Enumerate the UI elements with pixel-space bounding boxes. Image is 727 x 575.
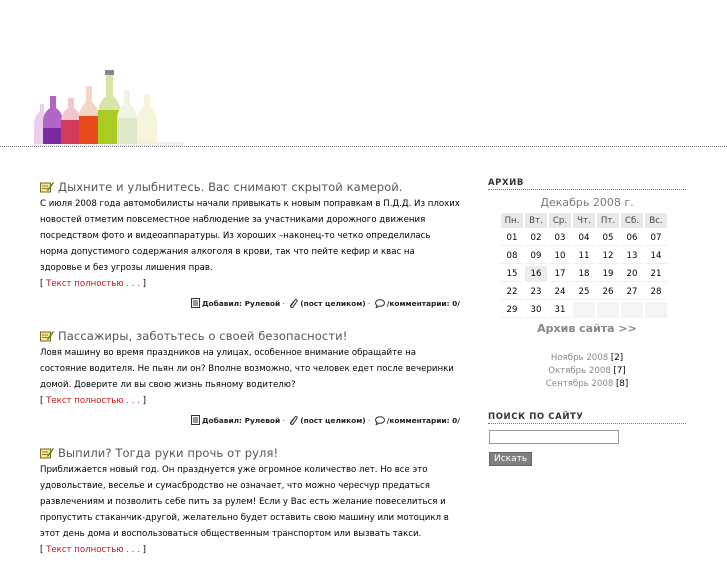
calendar-day[interactable]: 23 — [525, 284, 547, 300]
calendar-day[interactable]: 13 — [621, 248, 643, 264]
full-post-link[interactable]: (пост целиком) — [300, 416, 366, 425]
calendar-day[interactable]: 30 — [525, 302, 547, 318]
search-heading: ПОИСК ПО САЙТУ — [488, 412, 686, 424]
calendar-day[interactable]: 28 — [645, 284, 667, 300]
post-body: С июля 2008 года автомобилисты начали привыкать к новым поправкам в П.Д.Д. Из плохих новостей отметим повсеместное наблюдение за участниками дорожного движения посредством фото и видеоаппаратуры. Из хороших –наконец-то четко определилась норма допустимого содержания алкоголя в крови, так что пейте кефир и квас на здоровье и без угрозы лишения прав. — [40, 199, 460, 273]
post-title[interactable] — [40, 178, 472, 196]
header-divider — [0, 146, 727, 147]
calendar-day[interactable]: 15 — [501, 266, 523, 282]
document-icon — [191, 298, 200, 308]
calendar-day[interactable]: 25 — [573, 284, 595, 300]
calendar-day[interactable]: 09 — [525, 248, 547, 264]
document-icon — [191, 415, 200, 425]
post — [40, 327, 472, 427]
read-more-link[interactable]: Текст полностью . . . — [46, 545, 140, 555]
post-meta: Добавил: Рулевой · (пост целиком) · /комментарии: 0/ — [40, 298, 472, 310]
post-title[interactable] — [40, 327, 472, 345]
comment-bubble-icon — [375, 299, 385, 308]
calendar-day[interactable]: 19 — [597, 266, 619, 282]
calendar-day[interactable]: 21 — [645, 266, 667, 282]
notepad-pencil-icon — [40, 447, 54, 459]
post-meta: Добавил: Рулевой · (пост целиком) · /комментарии: 0/ — [40, 415, 472, 427]
calendar-day[interactable]: 16 — [525, 266, 547, 282]
calendar-day[interactable]: 11 — [573, 248, 595, 264]
month-archive-item[interactable]: Сентябрь 2008 [8] — [545, 379, 629, 389]
calendar-day[interactable]: 29 — [501, 302, 523, 318]
post-author: Добавил: Рулевой — [201, 299, 281, 308]
read-more-link[interactable]: Текст полностью . . . — [46, 396, 140, 406]
calendar-day[interactable]: 17 — [549, 266, 571, 282]
calendar-weekday: Ср. — [549, 213, 571, 228]
calendar-day[interactable]: 18 — [573, 266, 595, 282]
calendar-title: Декабрь 2008 г. — [540, 196, 634, 209]
post-title-text[interactable]: Пассажиры, заботьтесь о своей безопасности! — [58, 329, 348, 343]
comments-link[interactable]: /комментарии: 0/ — [386, 416, 460, 425]
post-title-text[interactable]: Дыхните и улыбнитесь. Вас снимают скрытой камерой. — [58, 180, 403, 194]
calendar-day[interactable]: 12 — [597, 248, 619, 264]
calendar-day[interactable]: 02 — [525, 230, 547, 246]
month-archive-list — [488, 352, 686, 391]
calendar-day[interactable]: 27 — [621, 284, 643, 300]
calendar-weekday: Сб. — [621, 213, 643, 228]
calendar — [499, 211, 669, 320]
notepad-pencil-icon — [40, 330, 54, 342]
calendar-weekday: Чт. — [573, 213, 595, 228]
site-archive-link[interactable]: Архив сайта >> — [537, 322, 637, 335]
calendar-day[interactable]: 04 — [573, 230, 595, 246]
calendar-empty-cell — [621, 302, 643, 318]
calendar-day[interactable]: 24 — [549, 284, 571, 300]
posts-column — [40, 178, 472, 575]
calendar-day[interactable]: 03 — [549, 230, 571, 246]
comments-link[interactable]: /комментарии: 0/ — [386, 299, 460, 308]
full-post-link[interactable]: (пост целиком) — [300, 299, 366, 308]
read-more: [ Текст полностью . . . ] — [40, 396, 147, 406]
calendar-day[interactable]: 31 — [549, 302, 571, 318]
search-button[interactable]: Искать — [489, 452, 532, 466]
post-title[interactable] — [40, 444, 472, 462]
calendar-day[interactable]: 26 — [597, 284, 619, 300]
calendar-day[interactable]: 22 — [501, 284, 523, 300]
post-author: Добавил: Рулевой — [201, 416, 281, 425]
read-more-link[interactable]: Текст полностью . . . — [46, 279, 140, 289]
post — [40, 178, 472, 310]
calendar-empty-cell — [645, 302, 667, 318]
calendar-day[interactable]: 06 — [621, 230, 643, 246]
calendar-day[interactable]: 14 — [645, 248, 667, 264]
paperclip-icon — [289, 298, 298, 308]
month-archive-item[interactable]: Ноябрь 2008 [2] — [550, 353, 624, 363]
calendar-day[interactable]: 05 — [597, 230, 619, 246]
calendar-day[interactable]: 10 — [549, 248, 571, 264]
search-input[interactable] — [489, 430, 619, 444]
calendar-weekday: Пт. — [597, 213, 619, 228]
post-body: Приближается новый год. Он празднуется уже огромное количество лет. Но все это удовольствие, веселье и сумасбродство не означает, что можно чересчур предаться развлечениям и позволить себе пить за рулем! Если у Вас есть желание повеселиться и пропустить стаканчик-другой, желательно будет оставить свою машину или мотоцикл в этот день дома и воспользоваться общественным транспортом или вызвать такси. — [40, 465, 449, 539]
calendar-weekday: Вс. — [645, 213, 667, 228]
read-more: [ Текст полностью . . . ] — [40, 545, 147, 555]
calendar-weekday: Пн. — [501, 213, 523, 228]
post-body: Ловя машину во время праздников на улицах, особенное внимание обращайте на состояние водителя. Не пьян ли он? Вполне возможно, что человек едет после вечеринки домой. Доверите ли вы свою жизнь пьяному водителю? — [40, 348, 454, 390]
sidebar — [488, 178, 686, 466]
site-header — [0, 0, 727, 148]
calendar-day[interactable]: 20 — [621, 266, 643, 282]
archive-heading: АРХИВ — [488, 178, 686, 190]
calendar-weekday: Вт. — [525, 213, 547, 228]
calendar-empty-cell — [597, 302, 619, 318]
comment-bubble-icon — [375, 416, 385, 425]
paperclip-icon — [289, 415, 298, 425]
calendar-day[interactable]: 08 — [501, 248, 523, 264]
notepad-pencil-icon — [40, 181, 54, 193]
calendar-day[interactable]: 01 — [501, 230, 523, 246]
calendar-empty-cell — [573, 302, 595, 318]
calendar-day[interactable]: 07 — [645, 230, 667, 246]
post-title-text[interactable]: Выпили? Тогда руки прочь от руля! — [58, 446, 279, 460]
month-archive-item[interactable]: Октябрь 2008 [7] — [548, 366, 626, 376]
post — [40, 444, 472, 558]
read-more: [ Текст полностью . . . ] — [40, 279, 147, 289]
bottles-logo-image — [34, 46, 184, 146]
